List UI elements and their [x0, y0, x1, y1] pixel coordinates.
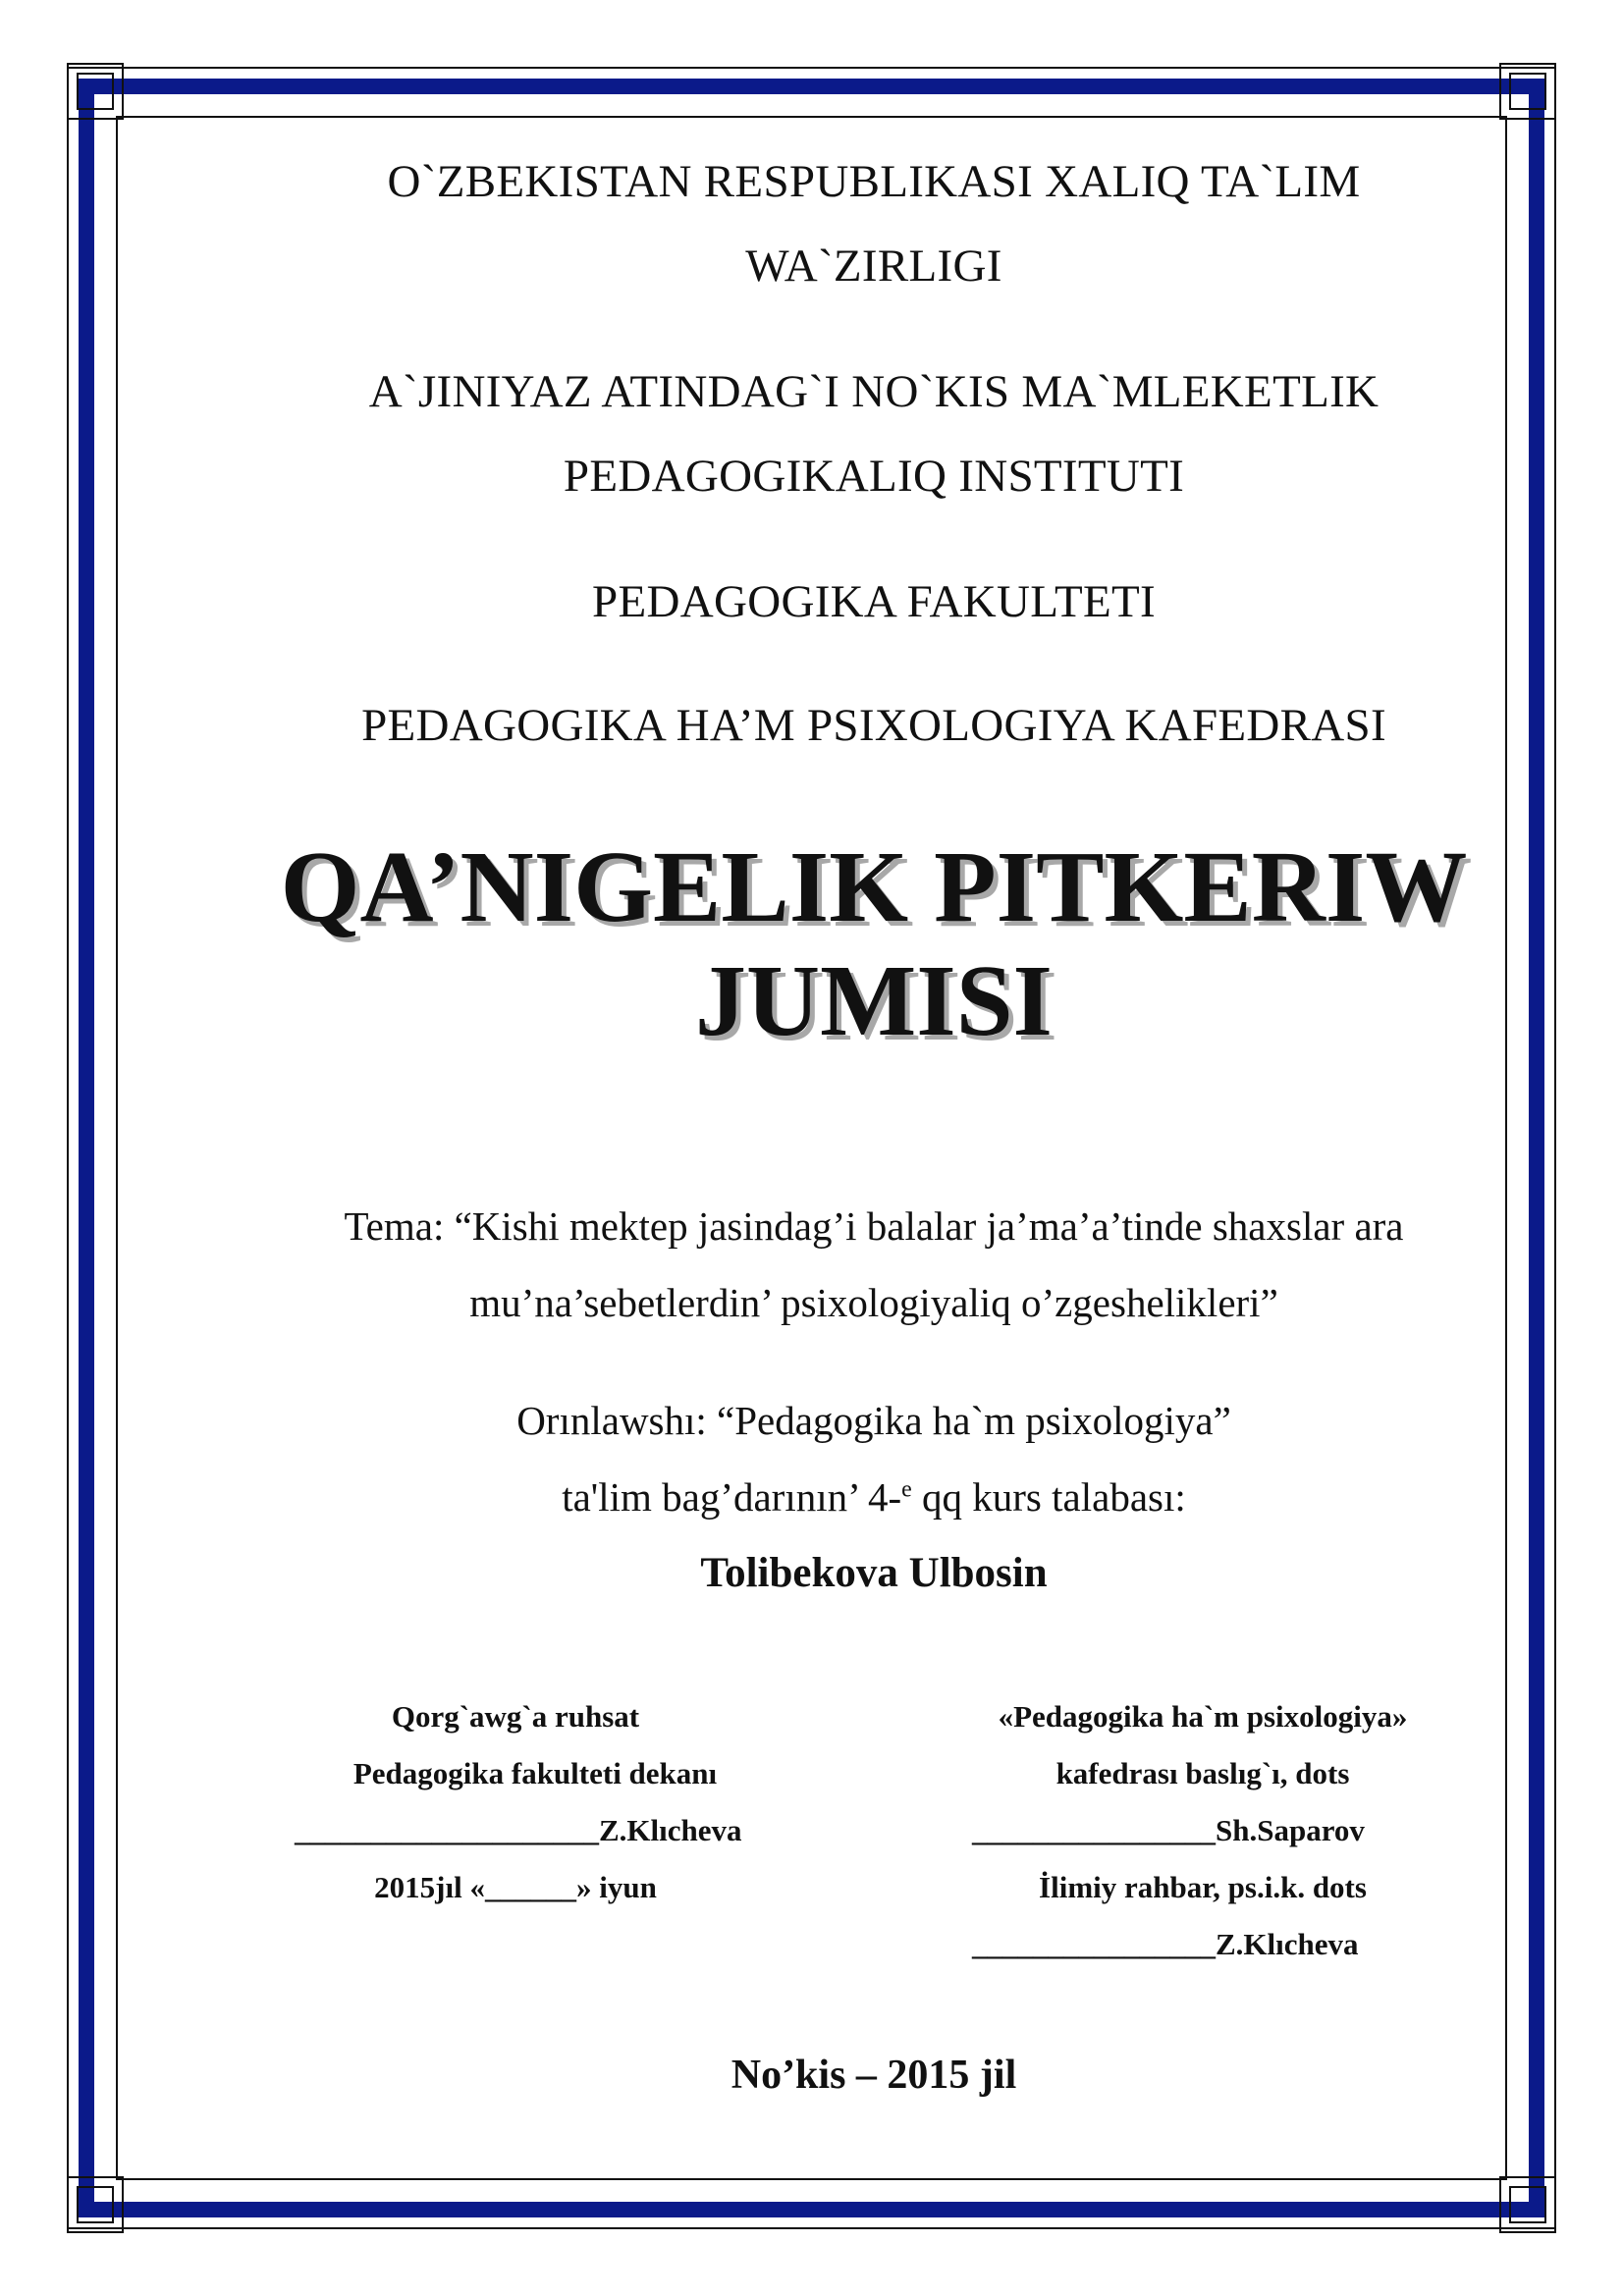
- performer-line-2-end: qq kurs talabası:: [911, 1474, 1186, 1520]
- left-signature-block: [295, 1688, 805, 1916]
- topic-line-1: Tema: “Kishi mektep jasindag’i balalar ja’ma’a’tinde shaxslar ara: [344, 1203, 1404, 1249]
- corner-ornament-top-right: [1499, 63, 1556, 120]
- ministry-heading: [255, 139, 1492, 308]
- faculty-heading: PEDAGOGIKA FAKULTETI: [592, 576, 1156, 627]
- performer-line-2-start: ta'lim bag’darının’ 4-: [562, 1474, 902, 1520]
- left-sig-line-2: Pedagogika fakulteti dekanı: [352, 1756, 718, 1790]
- right-sig-line-3: ________________Sh.Saparov: [972, 1813, 1365, 1847]
- topic-block: [245, 1188, 1502, 1341]
- right-sig-line-2: kafedrası baslıg`ı, dots: [1055, 1756, 1350, 1790]
- institute-line-1: A`JINIYAZ ATINDAG`I NO`KIS MA`MLEKETLIK: [368, 366, 1380, 417]
- title-line-1: QA’NIGELIK PITKERIW: [280, 830, 1468, 943]
- institute-line-2: PEDAGOGIKALIQ INSTITUTI: [563, 451, 1185, 502]
- department-heading: PEDAGOGIKA HA’M PSIXOLOGIYA KAFEDRASI: [361, 700, 1386, 751]
- document-title: [255, 830, 1492, 1058]
- right-signature-block: [972, 1688, 1434, 1973]
- right-sig-line-5: ________________Z.Klıcheva: [972, 1927, 1359, 1961]
- place-and-year: No’kis – 2015 jil: [730, 2053, 1017, 2098]
- topic-line-2: mu’na’sebetlerdin’ psixologiyaliq o’zgeshelikleri”: [469, 1280, 1278, 1325]
- title-line-2: JUMISI: [694, 944, 1054, 1057]
- performer-line-2-superscript: e: [901, 1476, 912, 1503]
- right-sig-line-4: İlimiy rahbar, ps.i.k. dots: [1039, 1870, 1367, 1904]
- left-sig-line-1: Qorg`awg`a ruhsat: [391, 1699, 640, 1734]
- performer-line-2: [255, 1459, 1492, 1535]
- corner-ornament-bottom-right: [1499, 2176, 1556, 2233]
- performer-block: [255, 1382, 1492, 1612]
- corner-ornament-bottom-left: [67, 2176, 124, 2233]
- ministry-line-1: O`ZBEKISTAN RESPUBLIKASI XALIQ TA`LIM: [387, 156, 1361, 207]
- right-sig-line-1: «Pedagogika ha`m psixologiya»: [998, 1699, 1408, 1734]
- student-name: Tolibekova Ulbosin: [700, 1550, 1048, 1596]
- ministry-line-2: WA`ZIRLIGI: [745, 240, 1002, 292]
- institute-heading: [255, 349, 1492, 518]
- left-sig-line-4: 2015jıl «______» iyun: [374, 1870, 657, 1904]
- corner-ornament-top-left: [67, 63, 124, 120]
- performer-line-1: Orınlawshı: “Pedagogika ha`m psixologiya”: [516, 1398, 1231, 1443]
- left-sig-line-3: ____________________Z.Klıcheva: [295, 1813, 742, 1847]
